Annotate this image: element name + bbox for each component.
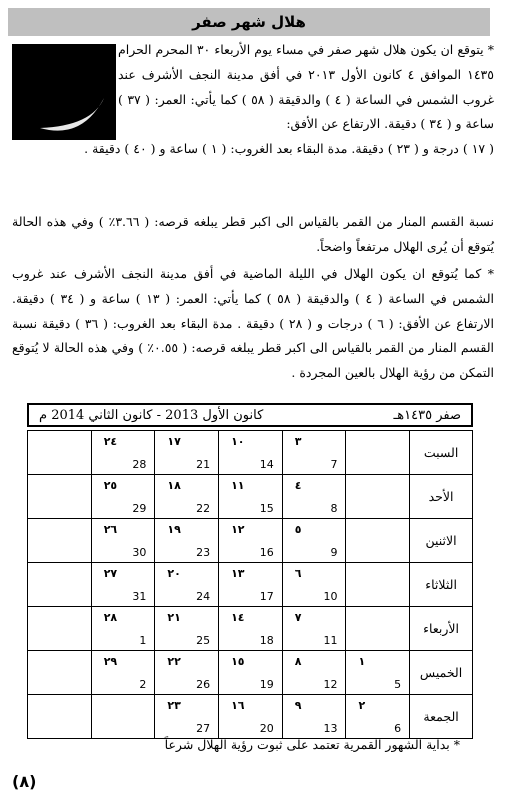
hijri-date: ١٩ [167,523,181,536]
hijri-date: ٥ [294,523,302,536]
hijri-date: ٢١ [167,611,181,624]
weekday-label: الأحد [410,475,473,519]
gregorian-date: 27 [196,722,211,735]
hijri-date: ٢٦ [103,523,118,536]
hijri-date: ١٤ [231,611,245,624]
calendar-cell [28,695,92,739]
gregorian-date: 24 [196,590,211,603]
weekday-label: الثلاثاء [410,563,473,607]
hijri-date: ١٥ [231,655,245,668]
calendar-cell [28,431,92,475]
gregorian-date: 6 [394,722,402,735]
gregorian-date: 1 [139,634,147,647]
gregorian-date: 26 [196,678,211,691]
calendar-cell [219,651,283,695]
hijri-date: ١٣ [231,567,245,580]
calendar-cell [155,695,219,739]
gregorian-date: 21 [196,458,211,471]
paragraph-3: * كما يُتوقع ان يكون الهلال في الليلة الماضية في أفق مدينة النجف الأشرف عند غروب الشمس في الساعة ( ٤ ) والدقيقة ( ٥٨ ) كما يأتي: العمر: ( ١٣ ) ساعة و ( ٣٤ ) دقيقة. الارتفاع عن الأفق: ( ٦ ) درجات و ( ٢٨ ) دقيقة . مدة البقاء بعد الغروب: ( ٣٦ ) دقيقة نسبة القسم المنار من القمر بالقياس الى اكبر قطر يبلغه قرصه: ( ٠.٥٥٪ ) وفي هذه الحالة لا يُتوقع التمكن من رؤية الهلال بالعين المجردة . [12,266,495,381]
calendar-cell [91,475,155,519]
crescent-moon-photo [12,44,116,140]
hijri-date: ١١ [231,479,245,492]
gregorian-date: 10 [323,590,338,603]
calendar-cell [28,563,92,607]
calendar-cell [28,519,92,563]
weekday-label: الاثنين [410,519,473,563]
calendar-cell [155,519,219,563]
calendar-row [28,563,473,607]
calendar-cell [219,431,283,475]
hijri-date: ٤ [294,479,302,492]
section-title: هلال شهر صفر [192,13,306,31]
calendar-cell [219,695,283,739]
hijri-date: ٢٣ [167,699,181,712]
calendar-cell [155,563,219,607]
hijri-date: ٢ [358,699,366,712]
calendar-cell [91,695,155,739]
hijri-date: ٦ [294,567,302,580]
hijri-date: ٢٠ [167,567,181,580]
gregorian-date: 23 [196,546,211,559]
gregorian-date: 22 [196,502,211,515]
gregorian-date: 14 [259,458,274,471]
gregorian-date: 12 [323,678,338,691]
hijri-date: ١٠ [231,435,245,448]
gregorian-date: 28 [132,458,147,471]
calendar-cell [282,475,346,519]
calendar-cell [155,607,219,651]
hijri-date: ٣ [294,435,302,448]
calendar-row [28,431,473,475]
calendar-cell [346,607,410,651]
gregorian-date: 2 [139,678,147,691]
calendar-table [27,430,473,739]
hijri-date: ١ [358,655,366,668]
gregorian-date: 19 [259,678,274,691]
gregorian-date: 18 [259,634,274,647]
hijri-date: ٧ [294,611,302,624]
hijri-date: ٨ [294,655,302,668]
gregorian-date: 29 [132,502,147,515]
calendar-cell [91,431,155,475]
calendar-cell [91,563,155,607]
gregorian-date: 16 [259,546,274,559]
calendar-row [28,695,473,739]
gregorian-date: 20 [259,722,274,735]
calendar-body [28,431,473,739]
hijri-date: ١٧ [167,435,181,448]
hijri-date: ٢٥ [103,479,118,492]
hijri-date: ٢٧ [103,567,118,580]
calendar-cell [346,519,410,563]
calendar-cell [282,431,346,475]
hijri-date: ١٢ [231,523,245,536]
hijri-date: ٢٤ [103,435,118,448]
calendar-cell [219,563,283,607]
calendar-cell [91,651,155,695]
calendar-cell [219,475,283,519]
calendar-cell [155,475,219,519]
calendar-cell [219,519,283,563]
gregorian-date: 11 [323,634,338,647]
calendar-row [28,519,473,563]
calendar-row [28,475,473,519]
gregorian-date: 15 [259,502,274,515]
calendar-cell [91,607,155,651]
calendar-row [28,651,473,695]
calendar-cell [346,651,410,695]
weekday-label: الأربعاء [410,607,473,651]
gregorian-date: 8 [330,502,338,515]
calendar-cell [91,519,155,563]
hijri-date: ٢٩ [103,655,118,668]
weekday-label: السبت [410,431,473,475]
gregorian-date: 31 [132,590,147,603]
hijri-date: ٢٢ [167,655,181,668]
section-title-bar [8,8,490,36]
gregorian-date: 5 [394,678,402,691]
calendar-cell [282,607,346,651]
hijri-date: ١٨ [167,479,181,492]
gregorian-date: 9 [330,546,338,559]
page-number: (٨) [12,772,37,791]
calendar-cell [346,431,410,475]
gregorian-date: 13 [323,722,338,735]
hijri-date: ٢٨ [103,611,118,624]
weekday-label: الجمعة [410,695,473,739]
calendar-cell [282,563,346,607]
footnote: * بداية الشهور القمرية تعتمد على ثبوت رؤية الهلال شرعاً [164,737,460,752]
gregorian-date: 25 [196,634,211,647]
calendar-cell [346,695,410,739]
paragraph-2: نسبة القسم المنار من القمر بالقياس الى اكبر قطر يبلغه قرصه: ( ٣.٦٦٪ ) وفي هذه الحالة يُتوقع أن يُرى الهلال مرتفعاً واضحاً. [12,214,494,254]
calendar-cell [219,607,283,651]
calendar-cell [28,651,92,695]
weekday-label: الخميس [410,651,473,695]
calendar-row [28,607,473,651]
paragraph-1: * يتوقع ان يكون هلال شهر صفر في مساء يوم الأربعاء ٣٠ المحرم الحرام ١٤٣٥ الموافق ٤ كانون الأول ٢٠١٣ في أفق مدينة النجف الأشرف عند غروب الشمس في الساعة ( ٤ ) والدقيقة ( ٥٨ ) كما يأتي: العمر: ( ٣٧ ) ساعة و ( ٣٤ ) دقيقة. الارتفاع عن الأفق: [118,42,494,132]
gregorian-date: 30 [132,546,147,559]
calendar-cell [282,695,346,739]
calendar-cell [155,431,219,475]
calendar-cell [346,475,410,519]
gregorian-date: 17 [259,590,274,603]
paragraph-1-continued: ( ١٧ ) درجة و ( ٢٣ ) دقيقة. مدة البقاء بعد الغروب: ( ١ ) ساعة و ( ٤٠ ) دقيقة . [84,141,494,156]
hijri-date: ١٦ [231,699,245,712]
calendar-cell [28,607,92,651]
calendar-cell [346,563,410,607]
gregorian-date: 7 [330,458,338,471]
calendar-title-hijri: صفر ١٤٣٥هـ [393,407,461,423]
calendar-cell [282,651,346,695]
hijri-date: ٩ [294,699,302,712]
calendar-cell [282,519,346,563]
calendar-title-bar [27,403,473,427]
calendar-cell [155,651,219,695]
calendar-title-gregorian: كانون الأول 2013 - كانون الثاني 2014 م [39,407,264,423]
calendar-cell [28,475,92,519]
